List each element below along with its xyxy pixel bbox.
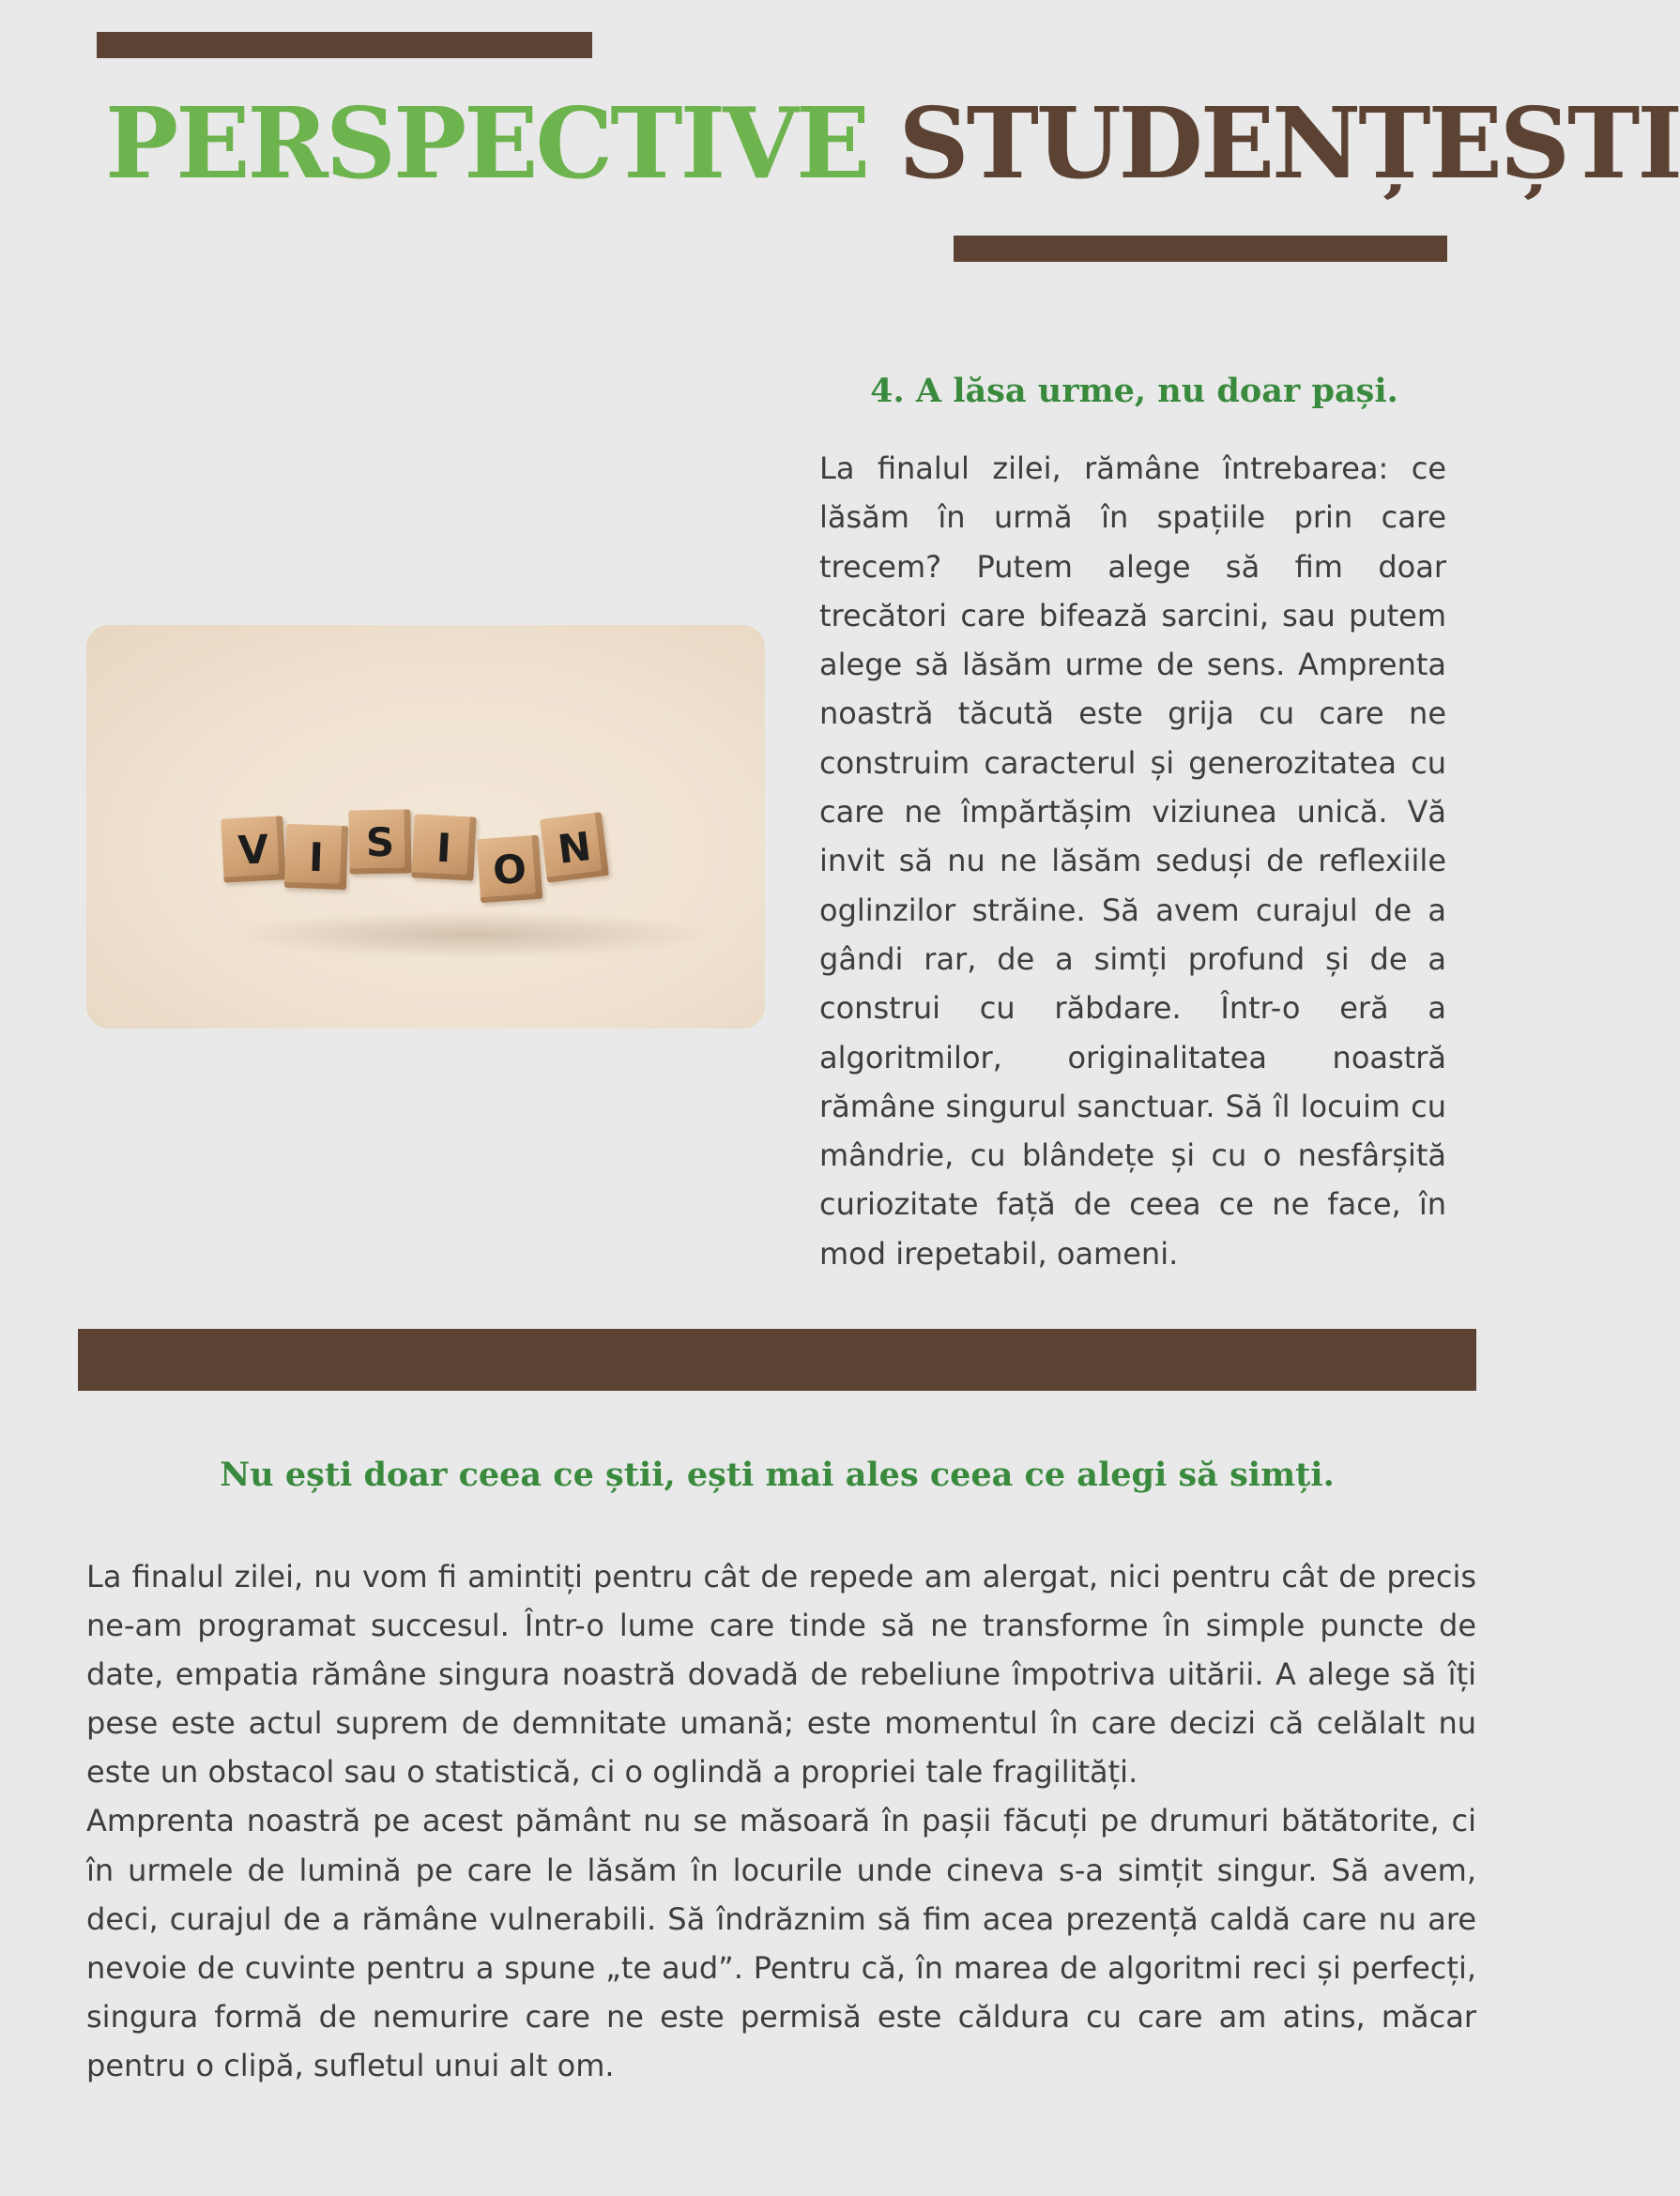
photo-shadow [227, 911, 715, 958]
paragraph: La finalul zilei, nu vom fi amintiți pentru cât de repede am alergat, nici pentru cât de precis ne-am programat succesul. Într-o lume care tinde să ne transforme în simple puncte de date, empatia rămâne singura noastră dovadă de rebeliune împotriva uitării. A alege să îți pese este actul suprem de demnitate umană; este momentul în care decizi că celălalt nu este un obstacol sau o statistică, ci o oglindă a propriei tale fragilități. [86, 1559, 1476, 1791]
letter-block: N [540, 812, 609, 883]
section-heading-empathy: Nu ești doar ceea ce știi, ești mai ales ceea ce alegi să simți. [220, 1456, 1335, 1494]
page-title [105, 83, 1680, 205]
letter-block: I [284, 824, 348, 890]
vision-blocks-photo [86, 625, 765, 1029]
paragraph: Amprenta noastră pe acest pământ nu se măsoară în pașii făcuți pe drumuri bătătorite, ci în urmele de lumină pe care le lăsăm în locurile unde cineva s-a simțit singur. Să avem, deci, curajul de a rămâne vulnerabili. Să îndrăznim să fim acea prezență caldă care nu are nevoie de cuvinte pentru a spune „te aud”. Pentru că, în marea de algoritmi reci și perfecți, singura formă de nemurire care ne este permisă este căldura cu care am atins, măcar pentru o clipă, sufletul unui alt om. [86, 1803, 1476, 2083]
letter-block: V [221, 816, 285, 882]
letter-block: S [348, 809, 411, 874]
letter-block: I [411, 814, 476, 880]
section-body-leave-traces: La finalul zilei, rămâne întrebarea: ce lăsăm în urmă în spațiile prin care trecem? Putem alege să fim doar trecători care bifează sarcini, sau putem alege să lăsăm urme de sens. Amprenta noastră tăcută este grija cu care ne construim caracterul și generozitatea cu care ne împărtășim viziunea unică. Vă invit să nu ne lăsăm seduși de reflexiile oglinzilor străine. Să avem curajul de a gândi rar, de a simți profund și de a construi cu răbdare. Într-o eră a algoritmilor, originalitatea noastră rămâne singurul sanctuar. Să îl locuim cu mândrie, cu blândețe și cu o nesfârșită curiozitate față de ceea ce ne face, în mod irepetabil, oameni. [819, 450, 1446, 1272]
decorative-bar-top-left [97, 32, 592, 58]
letter-block: O [477, 835, 543, 903]
title-part-green: PERSPECTIVE [105, 85, 868, 201]
title-part-brown: STUDENȚEȘTI [898, 85, 1680, 201]
section-body-empathy [86, 1552, 1476, 2090]
section-divider-bar [78, 1329, 1476, 1391]
section-heading-leave-traces: 4. A lăsa urme, nu doar pași. [870, 372, 1398, 410]
decorative-bar-top-right [954, 236, 1447, 262]
